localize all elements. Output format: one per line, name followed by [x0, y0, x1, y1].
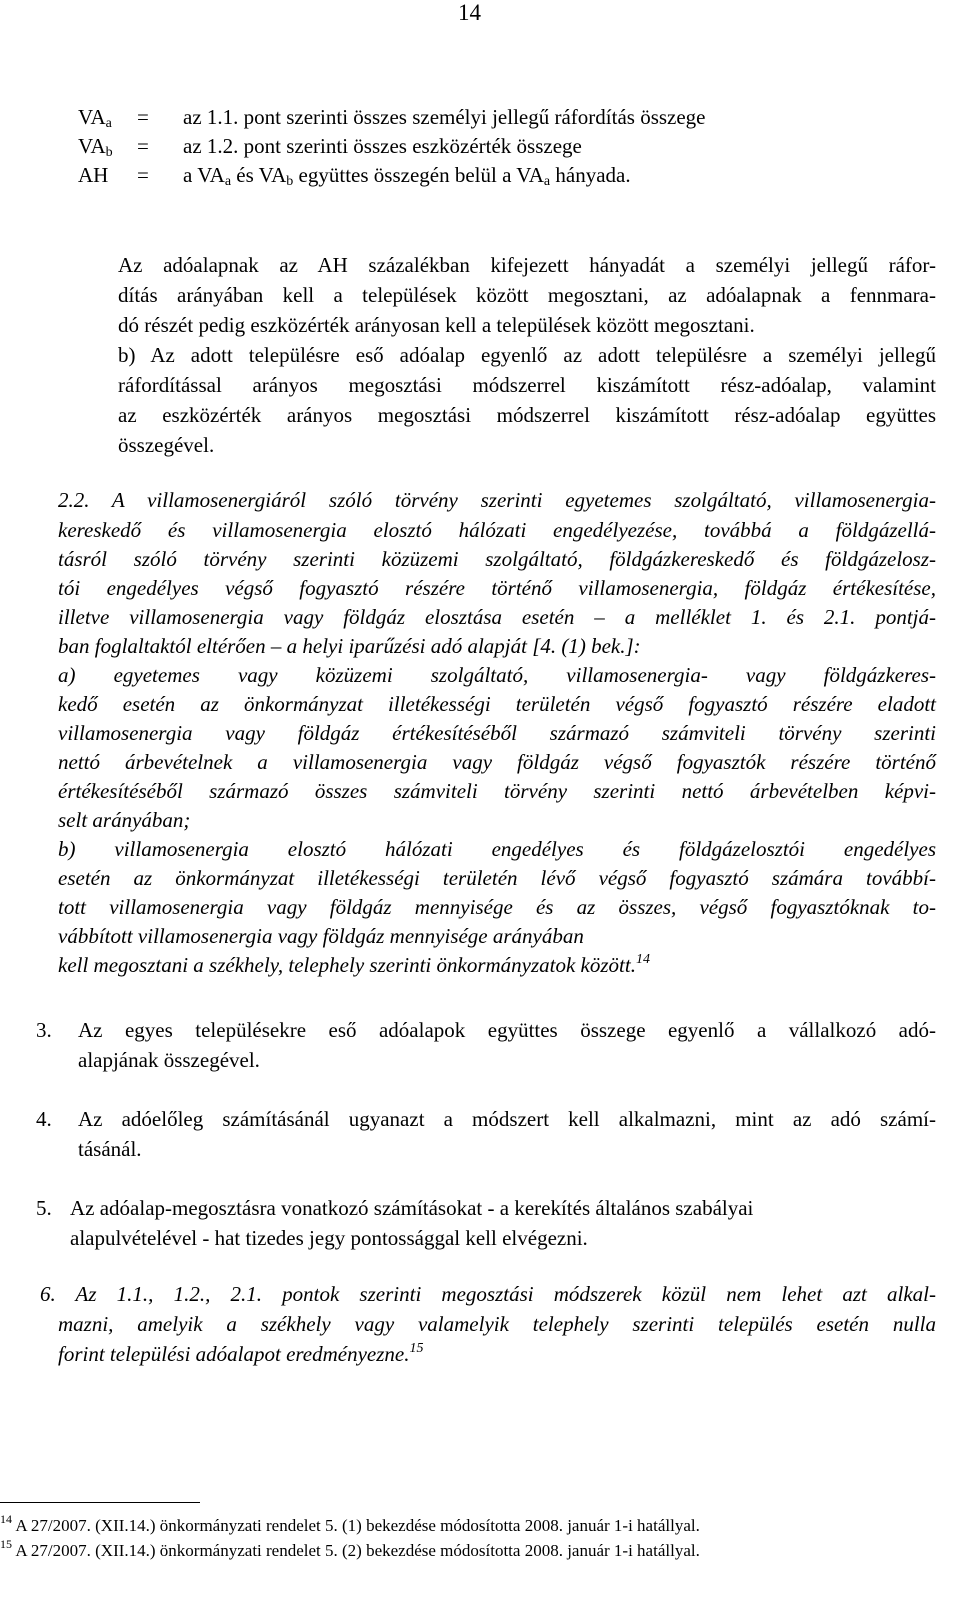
text-line: dítás arányában kell a települések között megosztani, az adóalapnak a fennmara-: [118, 283, 936, 307]
text-line: villamosenergia vagy földgáz értékesítéséből származó számviteli törvény szerinti: [58, 721, 936, 745]
footnote-ref: 15: [409, 1341, 424, 1356]
definition-symbol: AH: [78, 163, 109, 187]
text-line: esetén az önkormányzat illetékességi területén lévő végső fogyasztó számára továbbí-: [58, 866, 936, 890]
page-number: 14: [458, 0, 481, 25]
text-line: Az adóelőleg számításánál ugyanazt a módszert kell alkalmazni, mint az adó számí-: [78, 1107, 936, 1131]
text-line: Az egyes településekre eső adóalapok együttes összege egyenlő a vállalkozó adó-: [78, 1018, 936, 1042]
text-line: a) egyetemes vagy közüzemi szolgáltató, villamosenergia- vagy földgázkeres-: [58, 663, 936, 687]
text-line: b) Az adott településre eső adóalap egyenlő az adott településre a személyi jellegű: [118, 343, 936, 367]
footnote-ref: 14: [635, 952, 650, 967]
definition-symbol: $VA_a$: [78, 105, 112, 131]
footnote: $^{14}$ A 27/2007. (XII.14.) önkormányzati rendelet 5. (1) bekezdése módosította 2008. január 1-i hatállyal.: [0, 1512, 700, 1535]
footnote: $^{15}$ A 27/2007. (XII.14.) önkormányzati rendelet 5. (2) bekezdése módosította 2008. január 1-i hatállyal.: [0, 1537, 700, 1560]
text-line: ban foglaltaktól eltérően – a helyi iparűzési adó alapját [4. (1) bek.]:: [58, 634, 641, 658]
text-line: Az adóalapnak az AH százalékban kifejezett hányadát a személyi jellegű ráfor-: [118, 253, 936, 277]
text-line: tásról szóló törvény szerinti közüzemi szolgáltató, földgázkereskedő és földgázelosz-: [58, 547, 936, 571]
text-line: értékesítéséből származó összes számviteli törvény szerinti nettó árbevételben képvi-: [58, 779, 936, 803]
text-line: ráfordítással arányos megosztási módszerrel kiszámított rész-adóalap, valamint: [118, 373, 936, 397]
text-line: tásánál.: [78, 1137, 142, 1161]
text-line: alapulvételével - hat tizedes jegy pontossággal kell elvégezni.: [70, 1226, 588, 1250]
item-number: 4.: [36, 1107, 52, 1131]
definition-equals: =: [137, 134, 149, 158]
definition-symbol: $VA_b$: [78, 134, 113, 160]
definition-text: az 1.1. pont szerinti összes személyi jellegű ráfordítás összege: [183, 105, 706, 129]
text-line: kedő esetén az önkormányzat illetékességi területén végső fogyasztó részére eladott: [58, 692, 936, 716]
text-line: alapjának összegével.: [78, 1048, 260, 1072]
text-line: összegével.: [118, 433, 215, 457]
text-line: 6. Az 1.1., 1.2., 2.1. pontok szerinti megosztási módszerek közül nem lehet azt alkal-: [40, 1282, 936, 1306]
text-line: az eszközérték arányos megosztási módszerrel kiszámított rész-adóalap együttes: [118, 403, 936, 427]
text-line: b) villamosenergia elosztó hálózati engedélyes és földgázelosztói engedélyes: [58, 837, 936, 861]
item-number: 3.: [36, 1018, 52, 1042]
text-line: kell megosztani a székhely, telephely szerinti önkormányzatok között.$^{14}$: [58, 952, 650, 977]
text-line: vábbított villamosenergia vagy földgáz mennyisége arányában: [58, 924, 584, 948]
text-line: illetve villamosenergia vagy földgáz elosztása esetén – a melléklet 1. és 2.1. pontjá-: [58, 605, 936, 629]
text-line: tott villamosenergia vagy földgáz mennyisége és az összes, végső fogyasztóknak to-: [58, 895, 936, 919]
item-number: 5.: [36, 1196, 52, 1220]
text-line: mazni, amelyik a székhely vagy valamelyik telephely szerinti település esetén nulla: [58, 1312, 936, 1336]
text-line: forint települési adóalapot eredményezne.$^{15}$: [58, 1341, 424, 1366]
definition-row: [0, 163, 960, 191]
definition-equals: =: [137, 105, 149, 129]
text-line: Az adóalap-megosztásra vonatkozó számításokat - a kerekítés általános szabályai: [70, 1196, 754, 1220]
definition-row: [0, 105, 960, 133]
text-line: kereskedő és villamosenergia elosztó hálózati engedélyezése, továbbá a földgázellá-: [58, 518, 936, 542]
definition-row: [0, 134, 960, 162]
definition-text: a $VA_a$ és $VA_b$ együttes összegén belül a $VA_a$ hányada.: [183, 163, 631, 189]
text-line: tói engedélyes végső fogyasztó részére történő villamosenergia, földgáz értékesítése,: [58, 576, 936, 600]
text-line: dó részét pedig eszközérték arányosan kell a települések között megosztani.: [118, 313, 755, 337]
text-line: 2.2. A villamosenergiáról szóló törvény szerinti egyetemes szolgáltató, villamosenergia-: [58, 488, 936, 512]
text-line: nettó árbevételnek a villamosenergia vagy földgáz végső fogyasztók részére történő: [58, 750, 936, 774]
definition-text: az 1.2. pont szerinti összes eszközérték összege: [183, 134, 582, 158]
text-line: selt arányában;: [58, 808, 191, 832]
definition-equals: =: [137, 163, 149, 187]
footnote-divider: [0, 1502, 200, 1503]
